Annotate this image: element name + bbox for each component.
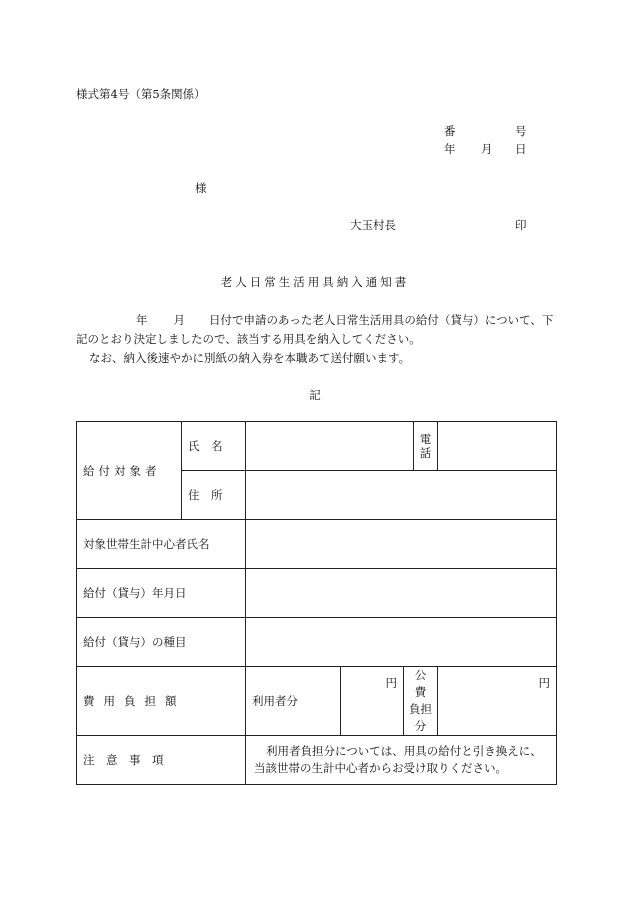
table-row bbox=[77, 422, 557, 471]
recipient-label: 給付対象者 bbox=[77, 422, 182, 520]
ki-heading: 記 bbox=[309, 388, 321, 402]
type-field[interactable] bbox=[246, 618, 557, 667]
user-share-field[interactable] bbox=[341, 667, 404, 736]
body-paragraph-line-1 bbox=[76, 312, 553, 328]
form-number-label: 様式第4号（第5条関係） bbox=[76, 87, 206, 101]
phone-field[interactable] bbox=[438, 422, 557, 471]
body-line-1-text: 日付で申請のあった老人日常生活用具の給付（貸与）について、下 bbox=[209, 313, 554, 327]
cost-label: 費用負担額 bbox=[77, 667, 246, 736]
date-label: 給付（貸与）年月日 bbox=[77, 569, 246, 618]
address-field[interactable] bbox=[246, 471, 557, 520]
name-field[interactable] bbox=[246, 422, 414, 471]
table-row bbox=[77, 736, 557, 785]
body-paragraph-line-3: なお、納入後速やかに別紙の納入券を本職あて送付願います。 bbox=[89, 351, 411, 365]
notes-label: 注 意 事 項 bbox=[77, 736, 246, 785]
household-head-label: 対象世帯生計中心者氏名 bbox=[77, 520, 246, 569]
user-share-label: 利用者分 bbox=[246, 667, 341, 736]
document-number-gou: 号 bbox=[515, 124, 527, 138]
date-day-label: 日 bbox=[515, 142, 527, 156]
address-label: 住 所 bbox=[182, 471, 246, 520]
table-row bbox=[77, 569, 557, 618]
public-share-field[interactable] bbox=[438, 667, 557, 736]
issuer-name: 大玉村長 bbox=[350, 218, 396, 232]
document-title: 老人日常生活用具納入通知書 bbox=[220, 275, 410, 289]
table-row bbox=[77, 667, 557, 736]
body-year-label: 年 bbox=[136, 313, 148, 327]
date-month-label: 月 bbox=[481, 142, 493, 156]
table-row bbox=[77, 618, 557, 667]
recipient-suffix: 様 bbox=[195, 181, 207, 195]
yen-unit: 円 bbox=[538, 676, 551, 690]
type-label: 給付（貸与）の種目 bbox=[77, 618, 246, 667]
household-head-field[interactable] bbox=[246, 520, 557, 569]
name-label: 氏 名 bbox=[182, 422, 246, 471]
body-paragraph-line-2: 記のとおり決定しましたので、該当する用具を納入してください。 bbox=[76, 332, 421, 346]
date-field[interactable] bbox=[246, 569, 557, 618]
body-month-label: 月 bbox=[173, 313, 185, 327]
table-row bbox=[77, 520, 557, 569]
notice-form-table bbox=[76, 421, 557, 785]
seal-mark: 印 bbox=[515, 218, 527, 232]
notes-text: 利用者負担分については、用具の給付と引き換えに、当該世帯の生計中心者からお受け取りください。 bbox=[246, 736, 557, 785]
yen-unit: 円 bbox=[385, 676, 397, 690]
phone-label: 電 話 bbox=[414, 422, 438, 471]
document-number-ban: 番 bbox=[444, 124, 456, 138]
public-share-label: 公 費 負担分 bbox=[404, 667, 438, 736]
date-year-label: 年 bbox=[444, 142, 456, 156]
